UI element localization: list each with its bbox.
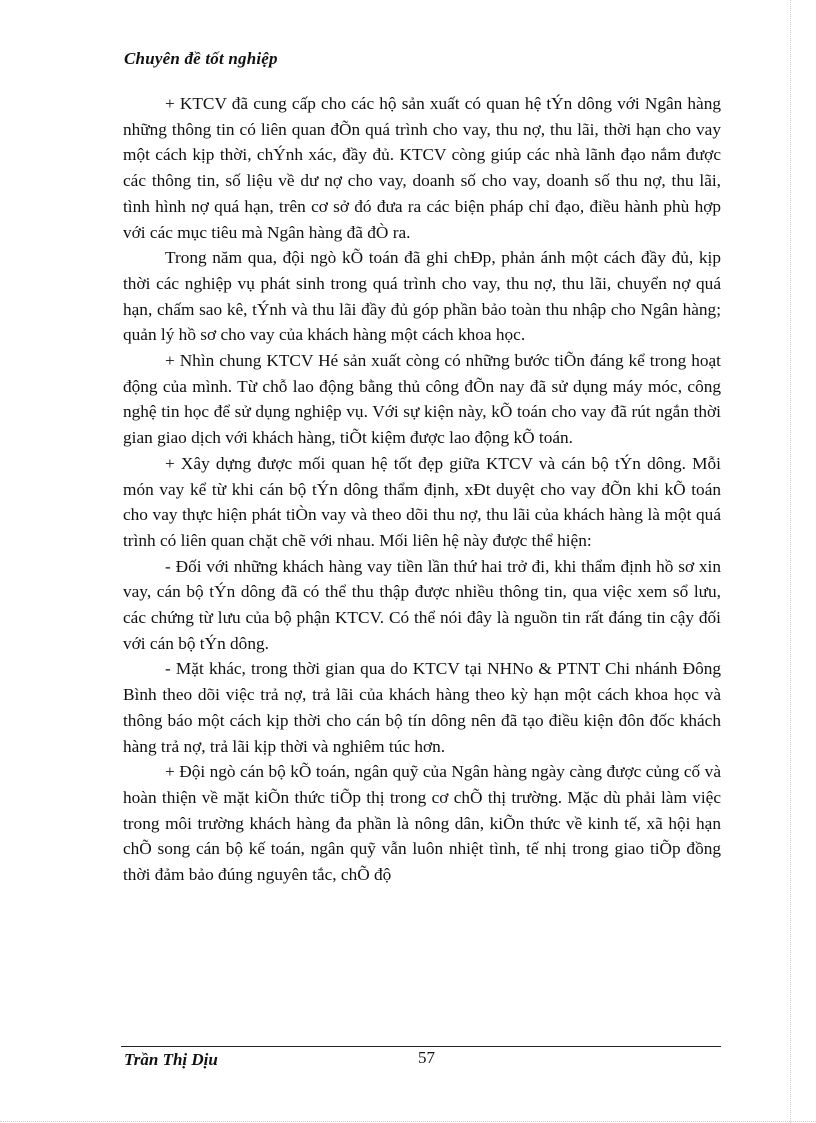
paragraph: + Nhìn chung KTCV Hé sản xuất còng có những bước tiÕn đáng kể trong hoạt động của mình. Từ chỗ lao động bằng thủ công đÕn nay đã sử dụng máy móc, công nghệ tin học để sử dụng nghiệp vụ. Với sự kiện này, kÕ toán cho vay đã rút ngắn thời gian giao dịch với khách hàng, tiÕt kiệm được lao động kÕ toán.: [123, 351, 721, 448]
footer-divider: [121, 1046, 721, 1047]
paragraph: - Mặt khác, trong thời gian qua do KTCV tại NHNo & PTNT Chi nhánh Đông Bình theo dõi việc trả nợ, trả lãi của khách hàng theo kỳ hạn một cách khoa học và thông báo một cách kịp thời cho cán bộ tín dông nên đã tạo điều kiện đôn đốc khách hàng trả nợ, trả lãi kịp thời và nghiêm túc hơn.: [123, 659, 721, 756]
footer-author: Trần Thị Dịu: [124, 1050, 218, 1069]
page-edge-guide-vertical: [790, 0, 791, 1123]
page-edge-guide-horizontal: [0, 1121, 816, 1122]
page-header-title: Chuyên đề tốt nghiệp: [124, 49, 278, 68]
paragraph: + KTCV đã cung cấp cho các hộ sản xuất có quan hệ tÝn dông với Ngân hàng những thông tin có liên quan đÕn quá trình cho vay, thu nợ, thu lãi, thời hạn cho vay một cách kịp thời, chÝnh xác, đầy đủ. KTCV còng giúp các nhà lãnh đạo nắm được các thông tin, số liệu về dư nợ cho vay, doanh số cho vay, doanh số thu nợ, thu lãi, tình hình nợ quá hạn, trên cơ sở đó đưa ra các biện pháp chỉ đạo, điều hành phù hợp với các mục tiêu mà Ngân hàng đã đÒ ra.: [123, 94, 721, 242]
paragraph: + Đội ngò cán bộ kÕ toán, ngân quỹ của Ngân hàng ngày càng được củng cố và hoàn thiện về mặt kiÕn thức tiÕp thị trong cơ chÕ thị trường. Mặc dù phải làm việc trong môi trường khách hàng đa phần là nông dân, kiÕn thức về kinh tế, xã hội hạn chÕ song cán bộ kế toán, ngân quỹ vẫn luôn nhiệt tình, tế nhị trong giao tiÕp đồng thời đảm bảo đúng nguyên tắc, chÕ độ: [123, 762, 721, 885]
paragraph: Trong năm qua, đội ngò kÕ toán đã ghi chÐp, phản ánh một cách đầy đủ, kịp thời các nghiệp vụ phát sinh trong quá trình cho vay, thu nợ, thu lãi, chuyển nợ quá hạn, chấm sao kê, tÝnh và thu lãi đầy đủ góp phần bảo toàn thu nhập cho Ngân hàng; quản lý hồ sơ cho vay của khách hàng một cách khoa học.: [123, 248, 721, 345]
paragraph: - Đối với những khách hàng vay tiền lần thứ hai trở đi, khi thẩm định hồ sơ xin vay, cán bộ tÝn dông đã có thể thu thập được nhiều thông tin, qua việc xem sổ lưu, các chứng từ lưu của bộ phận KTCV. Có thể nói đây là nguồn tin rất đáng tin cậy đối với cán bộ tÝn dông.: [123, 556, 721, 653]
paragraph: + Xây dựng được mối quan hệ tốt đẹp giữa KTCV và cán bộ tÝn dông. Mỗi món vay kể từ khi cán bộ tÝn dông thẩm định, xÐt duyệt cho vay đÕn khi kÕ toán cho vay thực hiện phát tiÒn vay và theo dõi thu nợ, thu lãi của khách hàng là một quá trình có liên quan chặt chẽ với nhau. Mối liên hệ này được thể hiện:: [123, 453, 721, 550]
document-body: [123, 91, 721, 888]
page-number: 57: [418, 1048, 435, 1067]
